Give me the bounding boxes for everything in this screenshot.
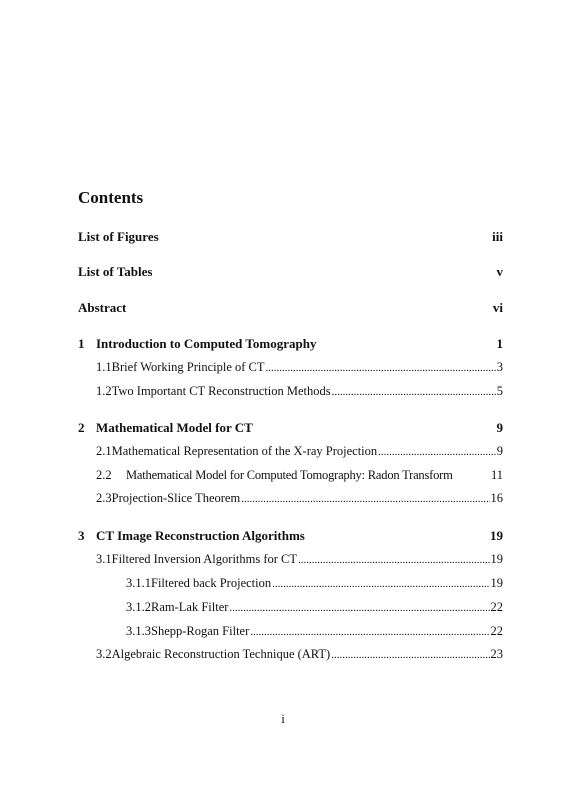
toc-section-1-2[interactable] bbox=[78, 384, 503, 402]
toc-entry-label: Abstract bbox=[78, 300, 127, 315]
dot-leader bbox=[241, 493, 489, 505]
toc-section-3-1[interactable] bbox=[78, 552, 503, 570]
dot-leader bbox=[332, 386, 496, 398]
toc-entry-page: 3 bbox=[496, 360, 503, 374]
dot-leader bbox=[378, 446, 496, 458]
toc-entry-page: 5 bbox=[496, 384, 503, 398]
dot-leader bbox=[298, 554, 489, 566]
toc-entry-number: 3.2 bbox=[96, 647, 112, 661]
toc-entry-label: Mathematical Representation of the X-ray Projection bbox=[111, 444, 378, 458]
toc-subsection-3-1-2[interactable] bbox=[78, 600, 503, 618]
toc-entry-label: Ram-Lak Filter bbox=[151, 600, 229, 614]
toc-entry-number: 1.2 bbox=[96, 384, 112, 398]
toc-entry-number: 3.1 bbox=[96, 552, 112, 566]
toc-entry-page: 9 bbox=[496, 420, 503, 435]
toc-entry-number: 3.1.2 bbox=[126, 600, 151, 614]
dot-leader bbox=[272, 578, 489, 590]
toc-entry-label: Algebraic Reconstruction Technique (ART) bbox=[111, 647, 331, 661]
toc-entry-page: 9 bbox=[496, 444, 503, 458]
toc-entry-label: Filtered Inversion Algorithms for CT bbox=[111, 552, 298, 566]
toc-entry-page: 22 bbox=[490, 624, 503, 638]
page-number: i bbox=[281, 711, 285, 726]
toc-entry-label: Brief Working Principle of CT bbox=[111, 360, 265, 374]
toc-chapter-1[interactable] bbox=[78, 336, 503, 354]
toc-entry-number: 2.2 bbox=[96, 468, 112, 482]
toc-entry-page: 1 bbox=[496, 336, 503, 351]
toc-entry-label: Shepp-Rogan Filter bbox=[151, 624, 250, 638]
toc-entry-label: Two Important CT Reconstruction Methods bbox=[111, 384, 331, 398]
toc-chapter-3[interactable] bbox=[78, 528, 503, 546]
toc-entry-number: 3 bbox=[78, 528, 85, 543]
toc-entry-page: 11 bbox=[490, 468, 503, 482]
toc-entry-page: 19 bbox=[490, 552, 503, 566]
toc-entry-number: 3.1.3 bbox=[126, 624, 151, 638]
toc-entry-abstract[interactable] bbox=[78, 300, 503, 318]
toc-entry-page: 16 bbox=[490, 491, 503, 505]
toc-entry-label: CT Image Reconstruction Algorithms bbox=[96, 528, 305, 543]
toc-entry-number: 2.1 bbox=[96, 444, 112, 458]
toc-entry-number: 1 bbox=[78, 336, 85, 351]
toc-entry-list-of-tables[interactable] bbox=[78, 264, 503, 282]
toc-chapter-2[interactable] bbox=[78, 420, 503, 438]
toc-entry-label: List of Tables bbox=[78, 264, 153, 279]
toc-entry-label: Introduction to Computed Tomography bbox=[96, 336, 317, 351]
toc-entry-number: 2.3 bbox=[96, 491, 112, 505]
contents-title: Contents bbox=[78, 188, 144, 207]
toc-section-2-2[interactable] bbox=[78, 468, 503, 486]
toc-section-2-3[interactable] bbox=[78, 491, 503, 509]
dot-leader bbox=[250, 626, 489, 638]
toc-entry-page: 23 bbox=[490, 647, 503, 661]
toc-entry-number: 1.1 bbox=[96, 360, 112, 374]
toc-entry-label: Mathematical Model for CT bbox=[96, 420, 253, 435]
toc-entry-label: Projection-Slice Theorem bbox=[111, 491, 241, 505]
toc-section-3-2[interactable] bbox=[78, 647, 503, 665]
toc-entry-page: 22 bbox=[490, 600, 503, 614]
toc-entry-page: 19 bbox=[490, 528, 503, 543]
toc-subsection-3-1-3[interactable] bbox=[78, 624, 503, 642]
toc-section-1-1[interactable] bbox=[78, 360, 503, 378]
toc-entry-list-of-figures[interactable] bbox=[78, 229, 503, 247]
toc-entry-page: vi bbox=[492, 300, 503, 315]
toc-subsection-3-1-1[interactable] bbox=[78, 576, 503, 594]
toc-section-2-1[interactable] bbox=[78, 444, 503, 462]
toc-entry-number: 2 bbox=[78, 420, 85, 435]
dot-leader bbox=[266, 362, 496, 374]
toc-entry-label: Mathematical Model for Computed Tomography: Radon Transform bbox=[126, 468, 453, 482]
toc-entry-label: Filtered back Projection bbox=[151, 576, 272, 590]
dot-leader bbox=[331, 649, 489, 661]
toc-entry-number: 3.1.1 bbox=[126, 576, 151, 590]
toc-entry-label: List of Figures bbox=[78, 229, 159, 244]
toc-entry-page: v bbox=[496, 264, 503, 279]
toc-entry-page: 19 bbox=[490, 576, 503, 590]
dot-leader bbox=[229, 602, 489, 614]
toc-entry-page: iii bbox=[492, 229, 503, 244]
